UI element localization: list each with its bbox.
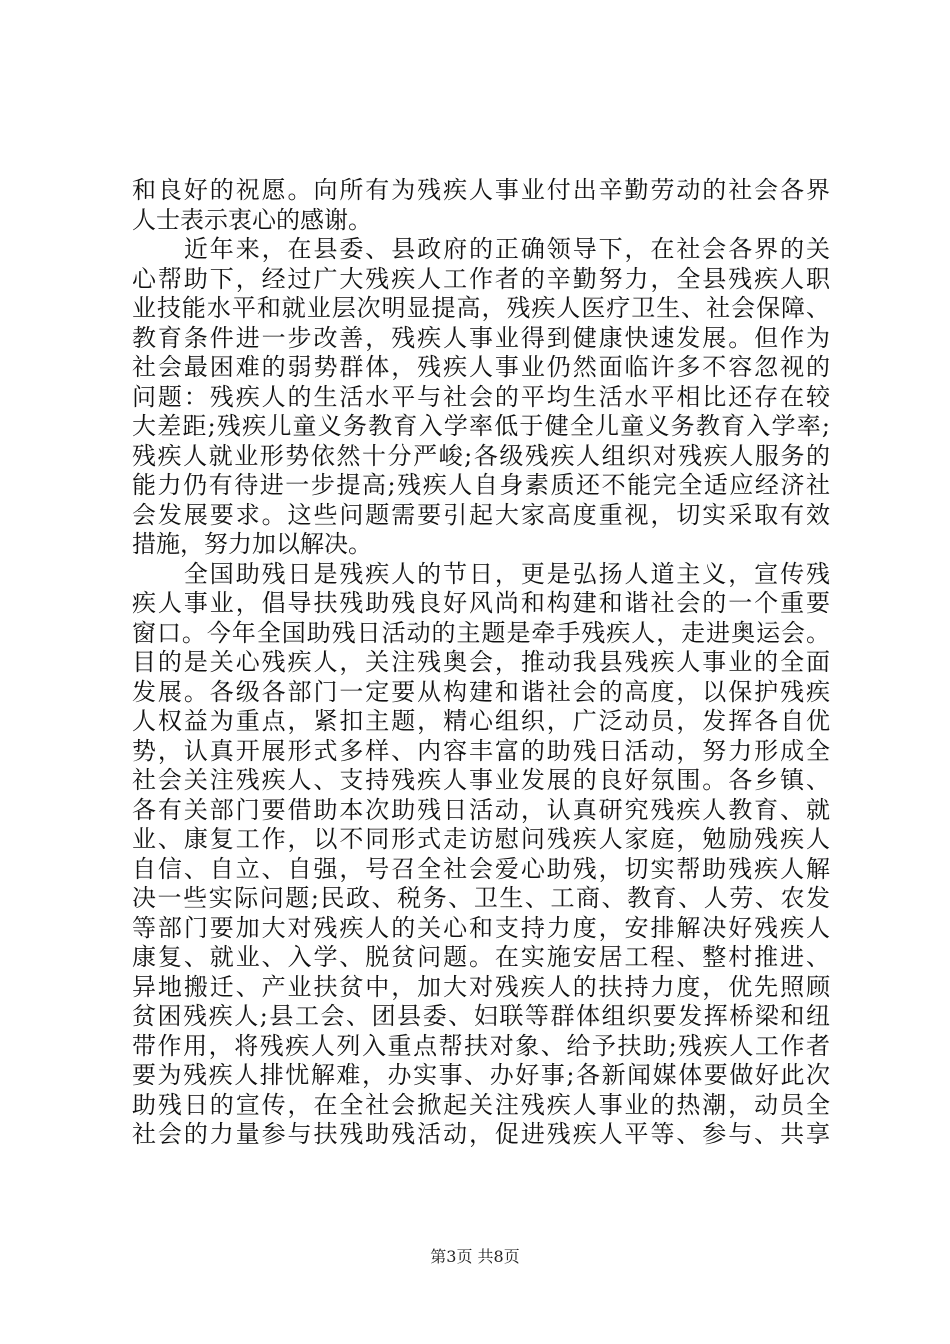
text-line: 贫困残疾人;县工会、团县委、妇联等群体组织要发挥桥梁和纽 (132, 1002, 830, 1030)
page-footer: 第3页 共8页 (430, 1247, 520, 1266)
text-line: 社会的力量参与扶残助残活动，促进残疾人平等、参与、共享 (132, 1120, 830, 1148)
text-line: 心帮助下，经过广大残疾人工作者的辛勤努力，全县残疾人职 (132, 264, 830, 293)
text-line: 社会关注残疾人、支持残疾人事业发展的良好氛围。各乡镇、 (132, 766, 830, 794)
text-line: 能力仍有待进一步提高;残疾人自身素质还不能完全适应经济社 (132, 471, 830, 499)
text-line: 等部门要加大对残疾人的关心和支持力度，安排解决好残疾人 (132, 913, 830, 942)
text-line: 窗口。今年全国助残日活动的主题是牵手残疾人，走进奥运会。 (132, 618, 830, 647)
text-line: 近年来，在县委、县政府的正确领导下，在社会各界的关 (132, 235, 830, 263)
text-line: 带作用，将残疾人列入重点帮扶对象、给予扶助;残疾人工作者 (132, 1031, 830, 1060)
text-line: 决一些实际问题;民政、税务、卫生、工商、教育、人劳、农发 (132, 884, 830, 912)
text-line: 目的是关心残疾人，关注残奥会，推动我县残疾人事业的全面 (132, 648, 830, 676)
text-line: 人士表示衷心的感谢。 (132, 205, 372, 234)
text-line: 要为残疾人排忧解难，办实事、办好事;各新闻媒体要做好此次 (132, 1061, 830, 1089)
text-line: 发展。各级各部门一定要从构建和谐社会的高度，以保护残疾 (132, 677, 830, 706)
text-line: 残疾人就业形势依然十分严峻;各级残疾人组织对残疾人服务的 (132, 441, 830, 470)
text-line: 会发展要求。这些问题需要引起大家高度重视，切实采取有效 (132, 500, 830, 529)
text-line: 问题：残疾人的生活水平与社会的平均生活水平相比还存在较 (132, 382, 830, 411)
text-line: 大差距;残疾儿童义务教育入学率低于健全儿童义务教育入学率; (132, 412, 830, 440)
text-line: 势，认真开展形式多样、内容丰富的助残日活动，努力形成全 (132, 736, 830, 765)
text-line: 异地搬迁、产业扶贫中，加大对残疾人的扶持力度，优先照顾 (132, 972, 830, 1001)
text-line: 教育条件进一步改善，残疾人事业得到健康快速发展。但作为 (132, 323, 830, 352)
text-line: 自信、自立、自强，号召全社会爱心助残，切实帮助残疾人解 (132, 854, 830, 883)
document-body (132, 176, 830, 1150)
text-line: 康复、就业、入学、脱贫问题。在实施安居工程、整村推进、 (132, 943, 830, 971)
text-line: 和良好的祝愿。向所有为残疾人事业付出辛勤劳动的社会各界 (132, 176, 830, 204)
text-line: 措施，努力加以解决。 (132, 530, 372, 558)
text-line: 业技能水平和就业层次明显提高，残疾人医疗卫生、社会保障、 (132, 294, 830, 322)
text-line: 疾人事业，倡导扶残助残良好风尚和构建和谐社会的一个重要 (132, 589, 830, 617)
text-line: 人权益为重点，紧扣主题，精心组织，广泛动员，发挥各自优 (132, 707, 830, 735)
text-line: 业、康复工作，以不同形式走访慰问残疾人家庭，勉励残疾人 (132, 825, 830, 853)
text-line: 全国助残日是残疾人的节日，更是弘扬人道主义，宣传残 (132, 559, 830, 588)
text-line: 助残日的宣传，在全社会掀起关注残疾人事业的热潮，动员全 (132, 1090, 830, 1119)
text-line: 社会最困难的弱势群体，残疾人事业仍然面临许多不容忽视的 (132, 353, 830, 381)
text-line: 各有关部门要借助本次助残日活动，认真研究残疾人教育、就 (132, 795, 830, 824)
